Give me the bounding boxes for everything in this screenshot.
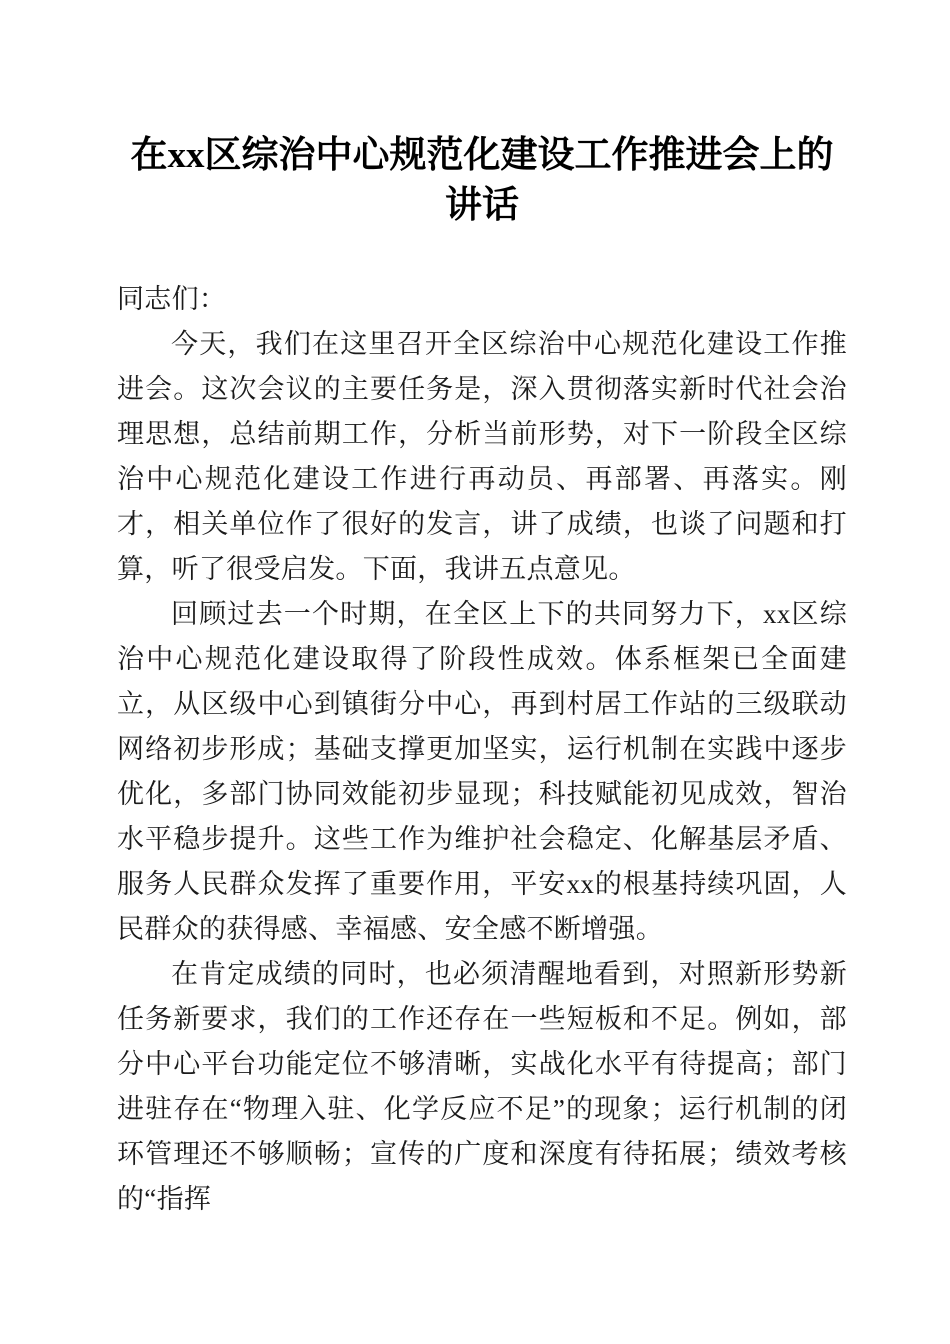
salutation-line: 同志们： [117,284,227,314]
document-title: 在xx区综治中心规范化建设工作推进会上的讲话 [130,135,834,226]
paragraph-achievements: 回顾过去一个时期，在全区上下的共同努力下，xx区综治中心规范化建设取得了阶段性成效。体系框架已全面建立，从区级中心到镇街分中心，再到村居工作站的三级联动网络初步形成；基础支撑更加坚实，运行机制在实践中逐步优化，多部门协同效能初步显现；科技赋能初见成效，智治水平稳步提升。这些工作为维护社会稳定、化解基层矛盾、服务人民群众发挥了重要作用，平安xx的根基持续巩固，人民群众的获得感、幸福感、安全感不断增强。 [117,599,847,944]
paragraph-opening: 今天，我们在这里召开全区综治中心规范化建设工作推进会。这次会议的主要任务是，深入贯彻落实新时代社会治理思想，总结前期工作，分析当前形势，对下一阶段全区综治中心规范化建设工作进行再动员、再部署、再落实。刚才，相关单位作了很好的发言，讲了成绩，也谈了问题和打算，听了很受启发。下面，我讲五点意见。 [117,329,847,584]
paragraph-shortcomings: 在肯定成绩的同时，也必须清醒地看到，对照新形势新任务新要求，我们的工作还存在一些短板和不足。例如，部分中心平台功能定位不够清晰，实战化水平有待提高；部门进驻存在“物理入驻、化学反应不足”的现象；运行机制的闭环管理还不够顺畅；宣传的广度和深度有待拓展；绩效考核的“指挥 [117,959,847,1214]
document-body [117,277,847,1222]
